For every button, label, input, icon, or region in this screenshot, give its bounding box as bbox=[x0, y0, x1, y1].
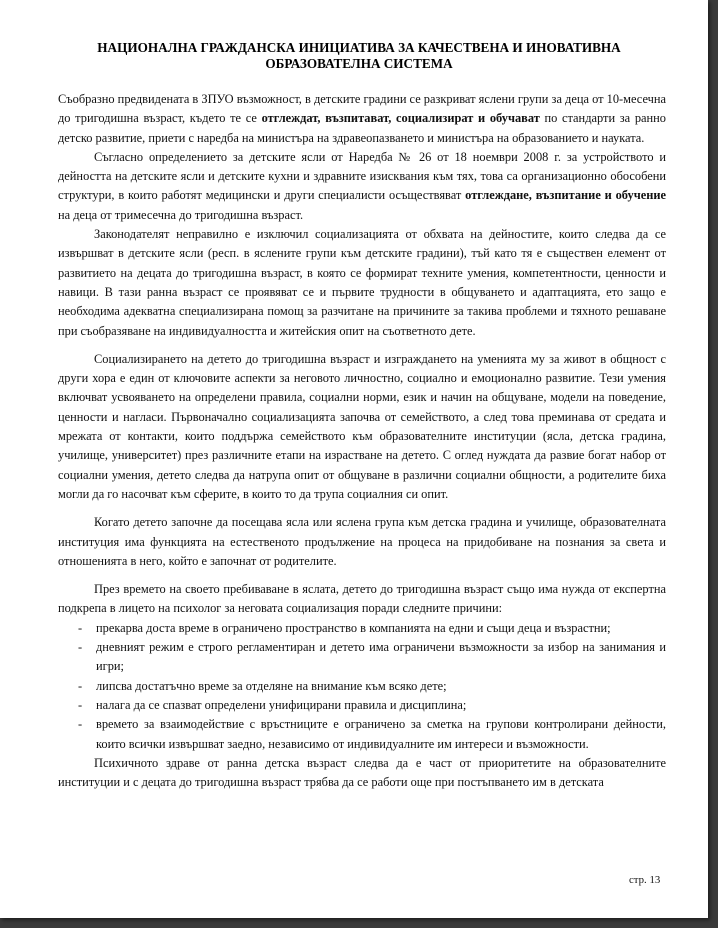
bullet-dash: - bbox=[78, 678, 83, 693]
paragraph-5: Когато детето започне да посещава ясла или яслена група към детска градина и училище, образователната институция има функцията на естественото продължение на процеса на придобиване на познания за света и отношенията в него, който е започнат от родителите. bbox=[58, 515, 666, 568]
document-title bbox=[30, 40, 688, 72]
paragraph-7: Психичното здраве от ранна детска възраст следва да е част от приоритетите на образователните институции и с децата до тригодишна възраст трябва да се работи още при постъпването им в детската bbox=[58, 755, 666, 790]
bullet-dash: - bbox=[78, 640, 83, 655]
paragraph-1-bold: отглеждат, възпитават, социализират и обучават bbox=[261, 111, 540, 126]
paragraph-4: Социализирането на детето до тригодишна възраст и изграждането на уменията му за живот в общност с други хора е един от ключовите аспекти за неговото личностно, социално и емоционално развитие. Тези умения включват усвояването на определени правила, социални норми, език и начин на общуване, модели на поведение, ценности и нагласи. Първоначално социализацията започва от семейството, а след това преминава от средата и мрежата от контакти, които поддържа семейството към образователните институции (ясла, детска градина, училище, университет) през различните етапи на израстване на детето. С оглед нуждата да развие богат набор от социални умения, детето следва да натрупа опит от общуване в различни социални общности, а родителите биха могли да го насочват към сферите, в които то да трупа социалния си опит. bbox=[58, 351, 666, 501]
list-item-text: налага да се спазват определени унифицирани правила и дисциплина; bbox=[96, 697, 467, 712]
bullet-dash: - bbox=[78, 717, 83, 732]
paragraph-2 bbox=[58, 148, 666, 225]
document-body bbox=[58, 90, 666, 792]
bullet-dash: - bbox=[78, 697, 83, 712]
paragraph-1-text-c: по стандарти за ранно детско развитие, приети с наредба на министъра на здравеопазването и министъра на образованието и науката. bbox=[58, 111, 666, 145]
list-item-text: дневният режим е строго регламентиран и детето има ограничени възможности за избор на занимания и игри; bbox=[96, 640, 666, 674]
title-line-2: ОБРАЗОВАТЕЛНА СИСТЕМА bbox=[265, 56, 453, 71]
reasons-list bbox=[58, 619, 666, 754]
paragraph-1 bbox=[58, 90, 666, 148]
bullet-dash: - bbox=[78, 620, 83, 635]
list-item bbox=[58, 677, 666, 696]
list-item-text: прекарва доста време в ограничено пространство в компанията на едни и същи деца и възрастни; bbox=[96, 620, 611, 635]
paragraph-2-bold: отглеждане, възпитание и обучение bbox=[465, 188, 666, 203]
list-item bbox=[58, 715, 666, 754]
page-number: стр. 13 bbox=[629, 874, 661, 886]
paragraph-1-text-a: Съобразно предвидената в ЗПУО възможност, в детските градини се разкриват яслени групи за деца от 10-месечна до тригодишна възраст, където те се bbox=[58, 92, 666, 126]
list-item bbox=[58, 638, 666, 677]
title-line-1: НАЦИОНАЛНА ГРАЖДАНСКА ИНИЦИАТИВА ЗА КАЧЕСТВЕНА И ИНОВАТИВНА bbox=[97, 40, 621, 55]
paragraph-6: През времето на своето пребиваване в яслата, детето до тригодишна възраст също има нужда от експертна подкрепа в лицето на психолог за неговата социализация поради следните причини: bbox=[58, 582, 666, 616]
paragraph-3: Законодателят неправилно е изключил социализацията от обхвата на дейностите, които следва да се извършват в детските ясли (респ. в яслените групи към детските градини), тъй като тя е съществен елемент от развитието на децата до тригодишна възраст, в която се формират техните умения, компетентности, ценности и навици. В тази ранна възраст се проявяват се и първите трудности в общуването и адаптацията, ето защо е необходима адекватна специализирана помощ за разчитане на причините за такива проблеми и тяхното решаване при съобразяване на индивидуалността и житейския опит на съответното дете. bbox=[58, 227, 666, 338]
paragraph-2-text-a: Съгласно определението за детските ясли от Наредба № 26 от 18 ноември 2008 г. за устройството и дейността на детските ясли и детските кухни и здравните изисквания към тях, това са организационно обособени структури, в които работят медицински и други специалисти осъществяват bbox=[58, 149, 666, 203]
list-item-text: липсва достатъчно време за отделяне на внимание към всяко дете; bbox=[96, 678, 447, 693]
paragraph-2-text-c: на деца от тримесечна до тригодишна възраст. bbox=[58, 207, 304, 222]
list-item-text: времето за взаимодействие с връстниците е ограничено за сметка на групови контролирани дейности, които всички извършват заедно, независимо от индивидуалните им интереси и възможности. bbox=[96, 717, 666, 751]
list-item bbox=[58, 619, 666, 638]
list-item bbox=[58, 696, 666, 715]
